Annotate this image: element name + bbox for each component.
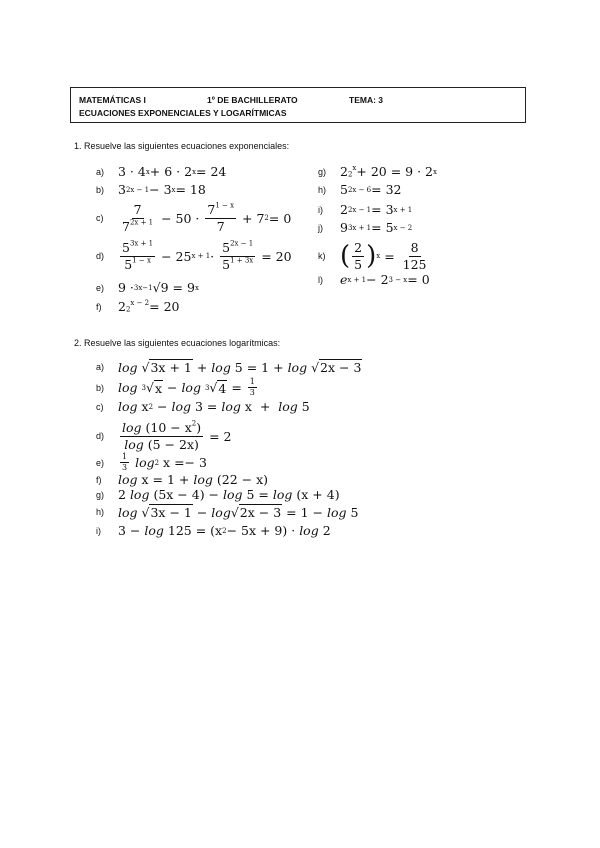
exp-equation-c: c) 7 $7^{2x + 1}$ − 50 · $7^{1 - x}$ 7 + 7 2 = 0 xyxy=(96,201,292,234)
log-equation-c: c) log x 2 − log 3 = log x + log 5 xyxy=(96,399,310,414)
exp-equation-d: d) $5^{3x + 1}$ $5^{1 - x}$ − 25 x + 1 · $5^{2x - 1}$ $5^{1 + 3x}$ = 20 xyxy=(96,239,292,272)
exp-equation-h: h) 5 2x − 6 = 32 xyxy=(318,182,402,197)
topic: TEMA: 3 xyxy=(349,95,383,105)
header-box xyxy=(70,87,526,123)
course: 1º DE BACHILLERATO xyxy=(207,95,298,105)
log-equation-g: g) 2 log (5x − 4) − log 5 = log (x + 4) xyxy=(96,487,340,502)
exp-equation-f: f) 2 $2^{x - 2}$ = 20 xyxy=(96,299,180,314)
exp-equation-a: a) 3 · 4 x + 6 · 2 x = 24 xyxy=(96,164,227,179)
exp-equation-l: l) e x + 1 − 2 3 − x = 0 xyxy=(318,272,430,287)
section-1-title: 1. Resuelve las siguientes ecuaciones exponenciales: xyxy=(74,141,290,151)
exp-equation-e: e) 9 · 3x−1 √9 = 9 x xyxy=(96,280,199,295)
log-equation-a: a) log √ 3x + 1 + log 5 = 1 + log √ 2x − 3 xyxy=(96,359,362,375)
exp-equation-i: i) 2 2x − 1 = 3 x + 1 xyxy=(318,202,413,217)
exp-equation-k: k) ( 2 5 ) x = 8 125 xyxy=(318,240,427,272)
log-equation-h: h) log √ 3x − 1 − log √ 2x − 3 = 1 − log 5 xyxy=(96,504,359,520)
exp-equation-b: b) 3 2x − 1 − 3 x = 18 xyxy=(96,182,206,197)
log-equation-i: i) 3 − log 125 = (x 2 − 5x + 9) · log 2 xyxy=(96,523,331,538)
log-equation-e: e) 1 3 log 2 x =− 3 xyxy=(96,452,207,472)
log-equation-b: b) log 3 √ x − log 3 √ 4 = 1 3 xyxy=(96,377,255,397)
worksheet-title: ECUACIONES EXPONENCIALES Y LOGARÍTMICAS xyxy=(79,108,287,118)
exp-equation-g: g) 2 2$^x$ + 20 = 9 · 2 x xyxy=(318,164,437,179)
log-equation-d: d) $\log (10 - x^2)$ log (5 − 2x) = 2 xyxy=(96,419,232,452)
exp-equation-j: j) 9 3x + 1 = 5 x − 2 xyxy=(318,220,413,235)
subject: MATEMÁTICAS I xyxy=(79,95,146,105)
section-2-title: 2. Resuelve las siguientes ecuaciones logarítmicas: xyxy=(74,338,281,348)
log-equation-f: f) log x = 1 + log (22 − x) xyxy=(96,472,268,487)
